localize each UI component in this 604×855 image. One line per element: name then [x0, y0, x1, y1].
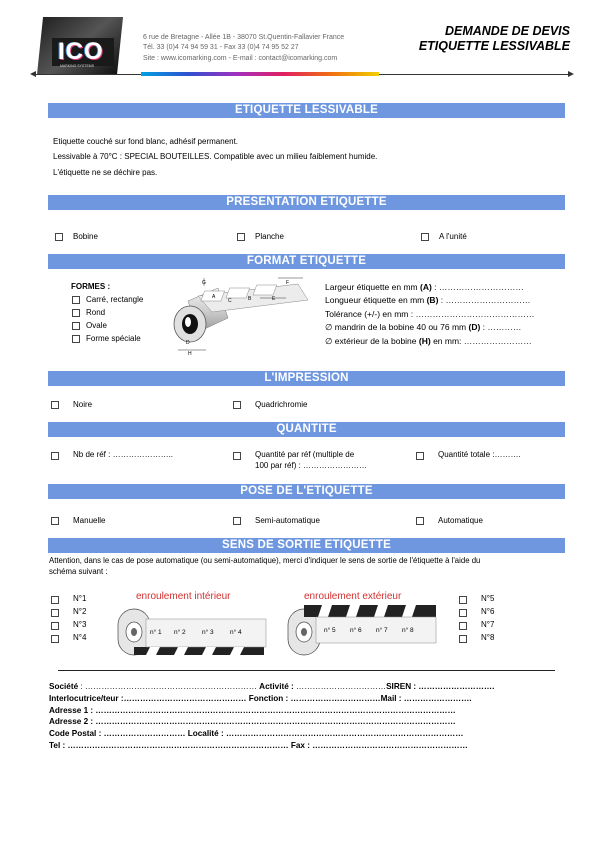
label-n3: N°3	[73, 620, 87, 629]
outer-label-8: n° 8	[402, 627, 414, 634]
diagram-label-c: C	[228, 298, 232, 304]
outer-label-6: n° 6	[350, 627, 362, 634]
field-adresse-2[interactable]: Adresse 2 : ……………………………………………………………………………………………………………………	[49, 717, 456, 726]
doc-title-1: DEMANDE DE DEVIS	[444, 24, 570, 38]
inner-winding-diagram	[116, 603, 276, 657]
checkbox-n4[interactable]	[51, 635, 59, 643]
societe-label: Société	[49, 682, 79, 691]
outer-winding-diagram	[286, 603, 446, 657]
inner-winding-title: enroulement intérieur	[136, 591, 231, 602]
label-n7: N°7	[481, 620, 495, 629]
label-rond: Rond	[86, 308, 106, 317]
logo-subtext: MARKING SYSTEMS	[60, 64, 95, 68]
mandrin-code: (D)	[468, 322, 481, 332]
checkbox-n6[interactable]	[459, 609, 467, 617]
checkbox-quadrichromie[interactable]	[233, 401, 241, 409]
section-title-sens-sortie: SENS DE SORTIE ETIQUETTE	[48, 538, 565, 553]
exterieur-dots: en mm: ……………………	[430, 336, 532, 346]
logo-text: ICO	[58, 38, 104, 65]
societe-dots: : ………………………………………………………	[78, 682, 260, 691]
inner-label-3: n° 3	[202, 629, 214, 636]
diagram-label-b: B	[248, 296, 252, 302]
checkbox-n5[interactable]	[459, 596, 467, 604]
checkbox-n3[interactable]	[51, 622, 59, 630]
checkbox-carre[interactable]	[72, 296, 80, 304]
field-exterieur[interactable]	[325, 336, 532, 347]
longueur-label: Longueur étiquette en mm	[325, 295, 427, 305]
checkbox-bobine[interactable]	[55, 233, 63, 241]
checkbox-automatique[interactable]	[416, 517, 424, 525]
checkbox-planche[interactable]	[237, 233, 245, 241]
diagram-label-f: F	[286, 280, 290, 286]
field-qte-totale[interactable]: Quantité totale :……….	[438, 450, 521, 459]
right-arrow-icon	[568, 71, 574, 77]
label-n6: N°6	[481, 607, 495, 616]
field-adresse-1[interactable]: Adresse 1 : ……………………………………………………………………………………………………………………	[49, 706, 456, 715]
largeur-dots: : …………………………	[431, 282, 524, 292]
field-tel-row[interactable]: Tel : ……………………………………………………………………… Fax : …………………………………………………	[49, 741, 468, 750]
longueur-dots: : …………………………	[438, 295, 531, 305]
sens-instruction-1: Attention, dans le cas de pose automatique (ou semi-automatique), merci d'indiquer le sens de sortie de l'étiquette à l'aide du	[49, 556, 481, 565]
label-manuelle: Manuelle	[73, 516, 106, 525]
mandrin-dots: : …………	[480, 322, 522, 332]
label-ovale: Ovale	[86, 321, 107, 330]
checkbox-semi-auto[interactable]	[233, 517, 241, 525]
checkbox-manuelle[interactable]	[51, 517, 59, 525]
field-code-postal-row[interactable]: Code Postal : ………………………… Localité : ……………………………………………………………………………	[49, 729, 464, 738]
outer-label-5: n° 5	[324, 627, 336, 634]
checkbox-n8[interactable]	[459, 635, 467, 643]
section-title-presentation: PRESENTATION ETIQUETTE	[48, 195, 565, 210]
longueur-code: (B)	[426, 295, 439, 305]
formes-label: FORMES :	[71, 282, 111, 291]
company-phone: Tél. 33 (0)4 74 94 59 31 - Fax 33 (0)4 74 95 52 27	[143, 44, 299, 51]
field-interlocuteur-row[interactable]: Interlocutrice/teur :……………………………………… Fonction : ……………………………Mail : …………………….	[49, 694, 472, 703]
field-tolerance[interactable]: Tolérance (+/-) en mm : ……………………………………	[325, 309, 535, 319]
checkbox-forme-speciale[interactable]	[72, 335, 80, 343]
checkbox-n1[interactable]	[51, 596, 59, 604]
field-qte-par-ref-line2[interactable]: 100 par réf) : ……………………	[255, 461, 368, 470]
diagram-label-e: E	[272, 296, 276, 302]
diagram-label-g: G	[202, 280, 206, 286]
siren-field: SIREN : ……………………….	[386, 682, 495, 691]
label-carre: Carré, rectangle	[86, 295, 144, 304]
largeur-code: (A)	[419, 282, 432, 292]
label-planche: Planche	[255, 232, 284, 241]
doc-title-2: ETIQUETTE LESSIVABLE	[418, 39, 570, 53]
desc-line-1: Etiquette couché sur fond blanc, adhésif permanent.	[53, 137, 239, 146]
label-n1: N°1	[73, 594, 87, 603]
sens-instruction-2: schéma suivant :	[49, 567, 108, 576]
section-title-format: FORMAT ETIQUETTE	[48, 254, 565, 269]
checkbox-rond[interactable]	[72, 309, 80, 317]
checkbox-qte-par-ref[interactable]	[233, 452, 241, 460]
checkbox-noire[interactable]	[51, 401, 59, 409]
label-quadrichromie: Quadrichromie	[255, 400, 308, 409]
field-mandrin[interactable]	[325, 322, 521, 333]
section-title-pose: POSE DE L'ETIQUETTE	[48, 484, 565, 499]
label-n2: N°2	[73, 607, 87, 616]
label-noire: Noire	[73, 400, 93, 409]
label-semi-auto: Semi-automatique	[255, 516, 320, 525]
mandrin-label: ∅ mandrin de la bobine 40 ou 76 mm	[325, 322, 469, 332]
checkbox-n2[interactable]	[51, 609, 59, 617]
field-qte-par-ref-line1[interactable]: Quantité par réf (multiple de	[255, 450, 355, 459]
section-title-etiquette: ETIQUETTE LESSIVABLE	[48, 103, 565, 118]
field-largeur[interactable]	[325, 282, 524, 292]
label-a-lunite: A l'unité	[439, 232, 467, 241]
section-title-quantite: QUANTITE	[48, 422, 565, 437]
activite-dots: ……………………………	[293, 682, 387, 691]
inner-label-1: n° 1	[150, 629, 162, 636]
section-title-impression: L'IMPRESSION	[48, 371, 565, 386]
label-n5: N°5	[481, 594, 495, 603]
left-arrow-icon	[30, 71, 36, 77]
checkbox-nb-ref[interactable]	[51, 452, 59, 460]
checkbox-a-lunite[interactable]	[421, 233, 429, 241]
activite-label: Activité :	[259, 682, 294, 691]
company-address: 6 rue de Bretagne - Allée 1B - 38070 St.Quentin-Fallavier France	[143, 34, 345, 41]
label-n8: N°8	[481, 633, 495, 642]
diagram-label-d: D	[186, 340, 190, 346]
diagram-label-a: A	[212, 294, 216, 300]
header	[0, 0, 604, 90]
company-site: Site : www.icomarking.com - E-mail : contact@icomarking.com	[143, 55, 338, 62]
field-longueur[interactable]	[325, 295, 531, 305]
label-automatique: Automatique	[438, 516, 483, 525]
outer-winding-title: enroulement extérieur	[304, 591, 402, 602]
outer-label-7: n° 7	[376, 627, 388, 634]
inner-label-4: n° 4	[230, 629, 242, 636]
contact-separator	[58, 670, 555, 671]
diagram-label-h: H	[188, 351, 192, 356]
desc-line-3: L'étiquette ne se déchire pas.	[53, 168, 158, 177]
label-forme-speciale: Forme spéciale	[86, 334, 141, 343]
field-societe-row[interactable]	[49, 682, 494, 691]
checkbox-n7[interactable]	[459, 622, 467, 630]
label-bobine: Bobine	[73, 232, 98, 241]
field-nb-ref[interactable]: Nb de réf : …………………..	[73, 450, 174, 459]
rainbow-bar	[141, 72, 379, 76]
desc-line-2: Lessivable à 70°C : SPECIAL BOUTEILLES. Compatible avec un milieu faiblement humide.	[53, 152, 378, 161]
checkbox-ovale[interactable]	[72, 322, 80, 330]
exterieur-code: (H)	[418, 336, 431, 346]
checkbox-qte-totale[interactable]	[416, 452, 424, 460]
label-n4: N°4	[73, 633, 87, 642]
roll-dimension-diagram	[168, 276, 318, 356]
exterieur-label: ∅ extérieur de la bobine	[325, 336, 419, 346]
inner-label-2: n° 2	[174, 629, 186, 636]
largeur-label: Largeur étiquette en mm	[325, 282, 420, 292]
